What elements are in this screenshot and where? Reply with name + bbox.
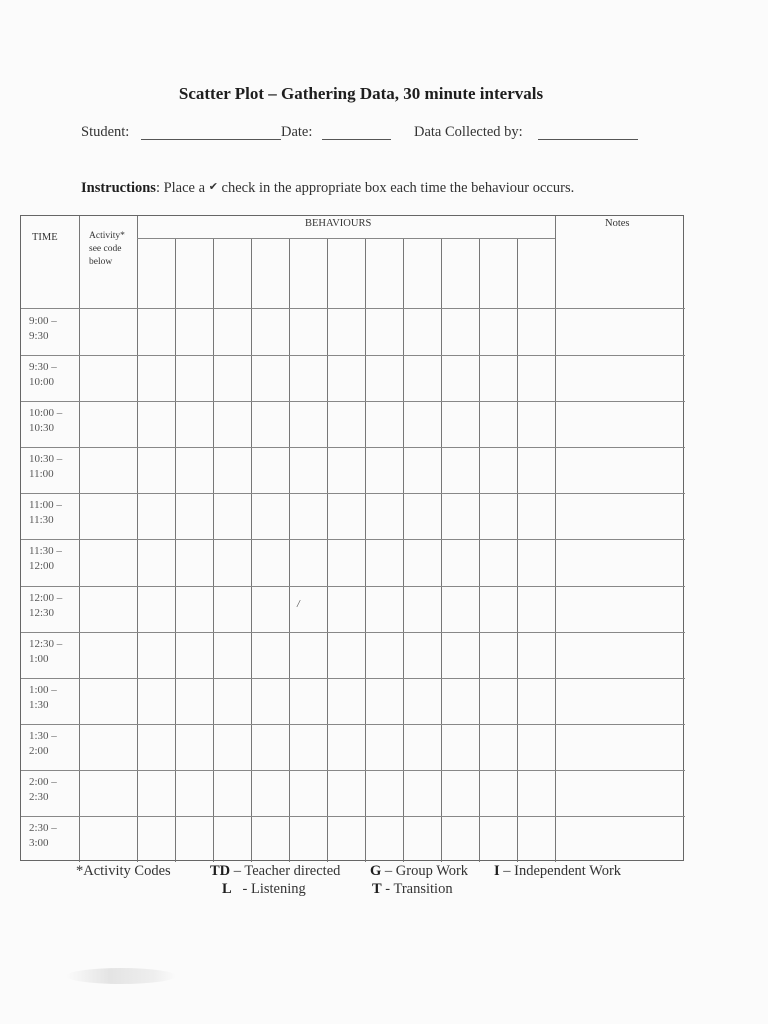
row-divider [21,816,685,817]
time-slot-start: 11:00 – [29,499,62,512]
page-title: Scatter Plot – Gathering Data, 30 minute intervals [178,84,544,103]
time-slot-label [29,452,62,482]
time-slot-end: 10:00 [29,376,55,389]
time-slot-start: 10:00 – [29,407,63,420]
code-i-text: – Independent Work [503,863,622,879]
time-slot-end: 3:00 [29,836,49,849]
time-slot-label [29,637,62,667]
time-slot-label [29,314,57,344]
row-divider [21,539,685,540]
time-slot-label [29,775,57,805]
date-field[interactable] [322,125,391,140]
header-rule [21,308,685,309]
code-l-key: L [222,881,232,897]
activity-codes-label: *Activity Codes [76,863,171,879]
row-divider [21,586,685,587]
activity-header-sub-1: see code [89,244,122,254]
behaviour-column-divider [365,238,366,862]
time-slot-start: 10:30 – [29,453,63,466]
code-g-key: G [370,863,382,879]
time-slot-start: 9:00 – [29,315,57,327]
student-field[interactable] [141,125,281,140]
collected-by-label: Data Collected by: [414,124,523,140]
time-slot-end: 2:00 [29,744,49,757]
code-l [222,881,306,898]
time-slot-start: 12:00 – [29,591,63,604]
behaviour-column-divider [441,238,442,862]
row-divider [21,632,685,633]
time-slot-start: 2:00 – [29,775,57,788]
time-slot-end: 12:30 [29,606,55,619]
row-divider [21,447,685,448]
time-slot-end: 11:30 [29,514,54,527]
behaviour-column-divider [251,238,252,862]
time-slot-label [29,406,62,436]
behaviour-column-divider [403,238,404,862]
time-slot-start: 2:30 – [29,821,57,834]
time-slot-end: 2:30 [29,790,49,803]
time-slot-label [29,729,57,759]
paper-smudge [66,968,176,984]
instructions-label: Instructions [81,180,156,196]
notes-header: Notes [605,218,630,229]
time-slot-label [29,498,62,528]
behaviours-label-rule [137,238,555,239]
date-label: Date: [281,124,313,140]
time-slot-end: 9:30 [29,330,49,342]
time-slot-label [29,821,57,851]
time-slot-label [29,544,62,574]
row-divider [21,401,685,402]
code-td [210,863,340,880]
stray-mark: / [297,599,300,610]
behaviour-column-divider [479,238,480,862]
behaviour-column-divider [517,238,518,862]
behaviour-column-divider [175,238,176,862]
code-i-key: I [494,863,500,879]
row-divider [21,770,685,771]
instructions [81,180,574,197]
time-slot-start: 9:30 – [29,361,57,374]
row-divider [21,724,685,725]
check-icon: ✔ [208,180,218,193]
time-header: TIME [32,232,58,243]
code-t-key: T [372,881,382,897]
code-i [494,863,621,880]
instructions-prefix: : Place a [155,180,206,196]
scatter-plot-table [20,215,684,861]
instructions-suffix: check in the appropriate box each time the behaviour occurs. [221,180,575,196]
code-td-key: TD [210,863,231,879]
time-slot-start: 1:30 – [29,729,57,742]
time-slot-end: 11:00 [29,468,54,481]
time-slot-label [29,360,57,390]
time-slot-label [29,683,57,713]
student-label: Student: [81,124,130,140]
row-divider [21,493,685,494]
activity-header-sub-2: below [89,257,113,267]
code-t-text: - Transition [385,881,453,897]
behaviour-column-divider [289,238,290,862]
time-slot-start: 12:30 – [29,637,63,650]
time-slot-end: 12:00 [29,560,55,573]
time-slot-end: 1:30 [29,698,49,711]
code-td-text: – Teacher directed [233,863,341,879]
code-g-text: – Group Work [384,863,469,879]
row-divider [21,678,685,679]
time-slot-label [29,591,62,621]
behaviours-header: BEHAVIOURS [305,218,372,229]
code-t [372,881,453,898]
time-slot-start: 11:30 – [29,545,62,558]
code-g [370,863,468,880]
time-slot-end: 10:30 [29,422,55,435]
code-l-text: - Listening [242,881,306,897]
row-divider [21,355,685,356]
behaviour-column-divider [213,238,214,862]
collected-by-field[interactable] [538,125,638,140]
activity-header: Activity* [89,231,125,241]
time-slot-end: 1:00 [29,652,49,665]
time-slot-start: 1:00 – [29,683,57,696]
behaviour-column-divider [327,238,328,862]
